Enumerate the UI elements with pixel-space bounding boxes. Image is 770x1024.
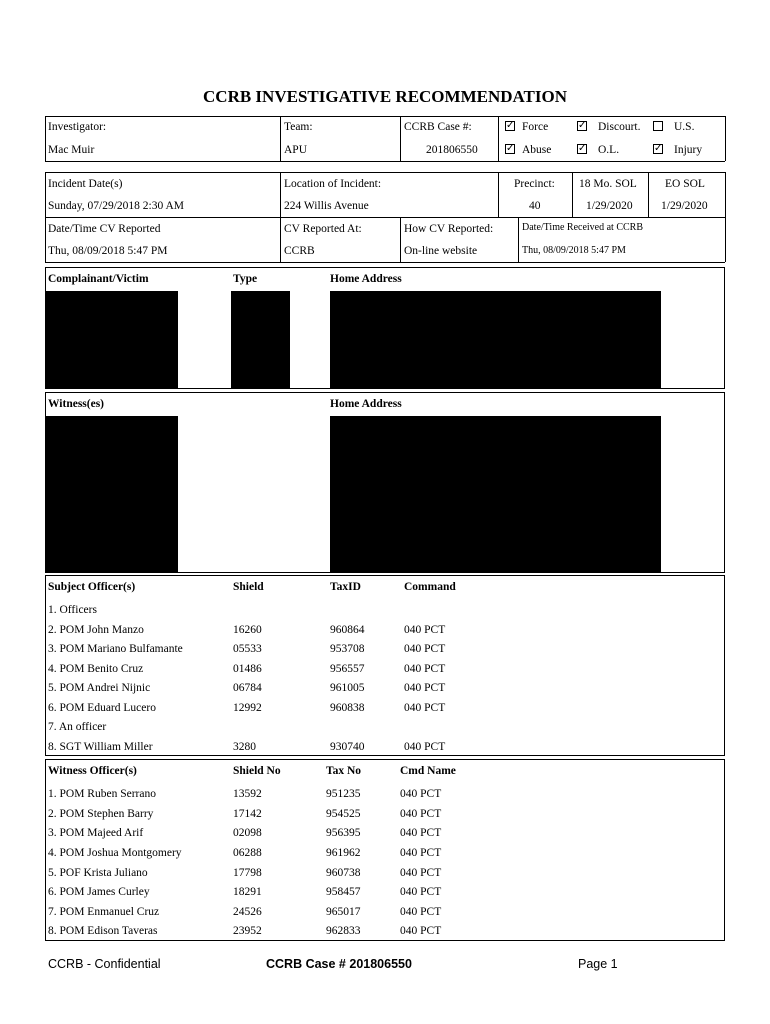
witness-officer-shield: 17142 [233,808,262,820]
page-title: CCRB INVESTIGATIVE RECOMMENDATION [203,87,567,106]
case-label: CCRB Case #: [404,121,472,133]
witness-officer-shield: 02098 [233,827,262,839]
witness-officer-tax: 965017 [326,906,361,918]
cv-reported-at-label: CV Reported At: [284,223,362,235]
witness-officer-col-cmd: Cmd Name [400,765,456,777]
cv-reported-label: Date/Time CV Reported [48,223,161,235]
case-value: 201806550 [426,144,478,156]
witness-col-name: Witness(es) [48,398,105,410]
subject-officer-taxid: 930740 [330,741,365,753]
witness-officer-cmd: 040 PCT [400,867,442,879]
witness-officer-tax: 951235 [326,788,361,800]
witness-officer-tax: 961962 [326,847,361,859]
witness-officer-cmd: 040 PCT [400,808,442,820]
precinct-value: 40 [529,200,541,212]
subject-officer-command: 040 PCT [404,682,446,694]
subject-officer-command: 040 PCT [404,702,446,714]
witness-officer-name: 6. POM James Curley [48,886,150,898]
witness-officer-col-name: Witness Officer(s) [48,765,137,777]
allegation-label-ol: O.L. [598,144,620,156]
incident-dates-label: Incident Date(s) [48,178,123,190]
allegation-label-discourt: Discourt. [598,121,641,133]
subject-officer-taxid: 961005 [330,682,365,694]
witness-officer-name: 8. POM Edison Taveras [48,925,158,937]
subject-officer-name: 1. Officers [48,604,97,616]
witness-officer-tax: 954525 [326,808,361,820]
precinct-label: Precinct: [514,178,555,190]
witness-officer-name: 7. POM Enmanuel Cruz [48,906,160,918]
cv-reported-at-value: CCRB [284,245,315,257]
subject-officer-name: 3. POM Mariano Bulfamante [48,643,183,655]
cv-reported-value: Thu, 08/09/2018 5:47 PM [48,245,168,257]
subject-officer-shield: 06784 [233,682,262,694]
subject-col-shield: Shield [233,581,264,593]
how-reported-value: On-line website [404,245,478,257]
witness-officer-shield: 18291 [233,886,262,898]
witness-officer-cmd: 040 PCT [400,925,442,937]
subject-col-name: Subject Officer(s) [48,581,136,593]
subject-officer-shield: 01486 [233,663,262,675]
footer-confidential: CCRB - Confidential [48,957,161,971]
allegation-label-us: U.S. [674,121,695,133]
subject-col-taxid: TaxID [330,581,361,593]
witness-officer-cmd: 040 PCT [400,788,442,800]
witness-officer-tax: 962833 [326,925,361,937]
subject-officer-command: 040 PCT [404,663,446,675]
redacted-complainant-types [231,291,290,388]
complainant-col-type: Type [233,273,258,285]
subject-officer-shield: 05533 [233,643,262,655]
sol-label: 18 Mo. SOL [579,178,637,190]
witness-officer-tax: 956395 [326,827,361,839]
witness-col-address: Home Address [330,398,402,410]
location-label: Location of Incident: [284,178,382,190]
subject-officer-name: 6. POM Eduard Lucero [48,702,156,714]
subject-officer-taxid: 960864 [330,624,365,636]
witness-officer-shield: 23952 [233,925,262,937]
allegation-checkbox-ol[interactable]: ✓ [578,143,587,154]
subject-col-command: Command [404,581,456,593]
redacted-witness-addresses [330,416,661,572]
incident-dates-value: Sunday, 07/29/2018 2:30 AM [48,200,184,212]
received-label: Date/Time Received at CCRB [522,222,644,233]
allegation-checkbox-discourt[interactable]: ✓ [578,120,587,131]
witness-officer-name: 4. POM Joshua Montgomery [48,847,182,859]
investigator-value: Mac Muir [48,144,95,156]
subject-officer-command: 040 PCT [404,624,446,636]
witness-officer-cmd: 040 PCT [400,906,442,918]
witness-officer-shield: 24526 [233,906,262,918]
witness-officer-cmd: 040 PCT [400,827,442,839]
subject-officer-name: 4. POM Benito Cruz [48,663,144,675]
witness-officer-tax: 958457 [326,886,361,898]
witness-officer-name: 5. POF Krista Juliano [48,867,148,879]
allegation-checkbox-injury[interactable]: ✓ [654,143,663,154]
eo-sol-label: EO SOL [665,178,705,190]
witness-officer-cmd: 040 PCT [400,847,442,859]
subject-officer-name: 2. POM John Manzo [48,624,144,636]
allegation-checkbox-us[interactable] [653,121,663,131]
subject-officer-taxid: 960838 [330,702,365,714]
allegation-checkbox-abuse[interactable]: ✓ [506,143,515,154]
subject-officer-name: 5. POM Andrei Nijnic [48,682,151,694]
witness-officer-col-tax: Tax No [326,765,362,777]
witness-officer-tax: 960738 [326,867,361,879]
allegation-label-abuse: Abuse [522,144,552,156]
allegation-label-force: Force [522,121,549,133]
subject-officer-shield: 16260 [233,624,262,636]
received-value: Thu, 08/09/2018 5:47 PM [522,245,626,256]
witness-officer-cmd: 040 PCT [400,886,442,898]
eo-sol-value: 1/29/2020 [661,200,708,212]
allegation-label-injury: Injury [674,144,703,156]
footer-case-number: CCRB Case # 201806550 [266,957,412,971]
how-reported-label: How CV Reported: [404,223,494,235]
allegation-checkbox-force[interactable]: ✓ [506,120,515,131]
location-value: 224 Willis Avenue [284,200,369,212]
subject-officers-section [45,575,725,756]
team-label: Team: [284,121,313,133]
subject-officer-name: 8. SGT William Miller [48,741,153,753]
subject-officer-taxid: 953708 [330,643,365,655]
subject-officer-command: 040 PCT [404,741,446,753]
witness-officer-name: 1. POM Ruben Serrano [48,788,156,800]
witness-officer-shield: 06288 [233,847,262,859]
subject-officer-command: 040 PCT [404,643,446,655]
redacted-witness-names [46,416,178,572]
complainant-col-name: Complainant/Victim [48,273,149,285]
subject-officer-shield: 3280 [233,741,256,753]
redacted-complainant-addresses [330,291,661,388]
witness-officer-shield: 13592 [233,788,262,800]
redacted-complainant-names [46,291,178,388]
footer-page-number: Page 1 [578,957,618,971]
witness-officer-name: 2. POM Stephen Barry [48,808,154,820]
complainant-col-address: Home Address [330,273,402,285]
witness-officer-name: 3. POM Majeed Arif [48,827,144,839]
witness-officer-shield: 17798 [233,867,262,879]
sol-value: 1/29/2020 [586,200,633,212]
investigator-label: Investigator: [48,121,107,133]
subject-officer-shield: 12992 [233,702,262,714]
team-value: APU [284,144,308,156]
subject-officer-name: 7. An officer [48,721,107,733]
witness-officer-col-shield: Shield No [233,765,281,777]
subject-officer-taxid: 956557 [330,663,365,675]
